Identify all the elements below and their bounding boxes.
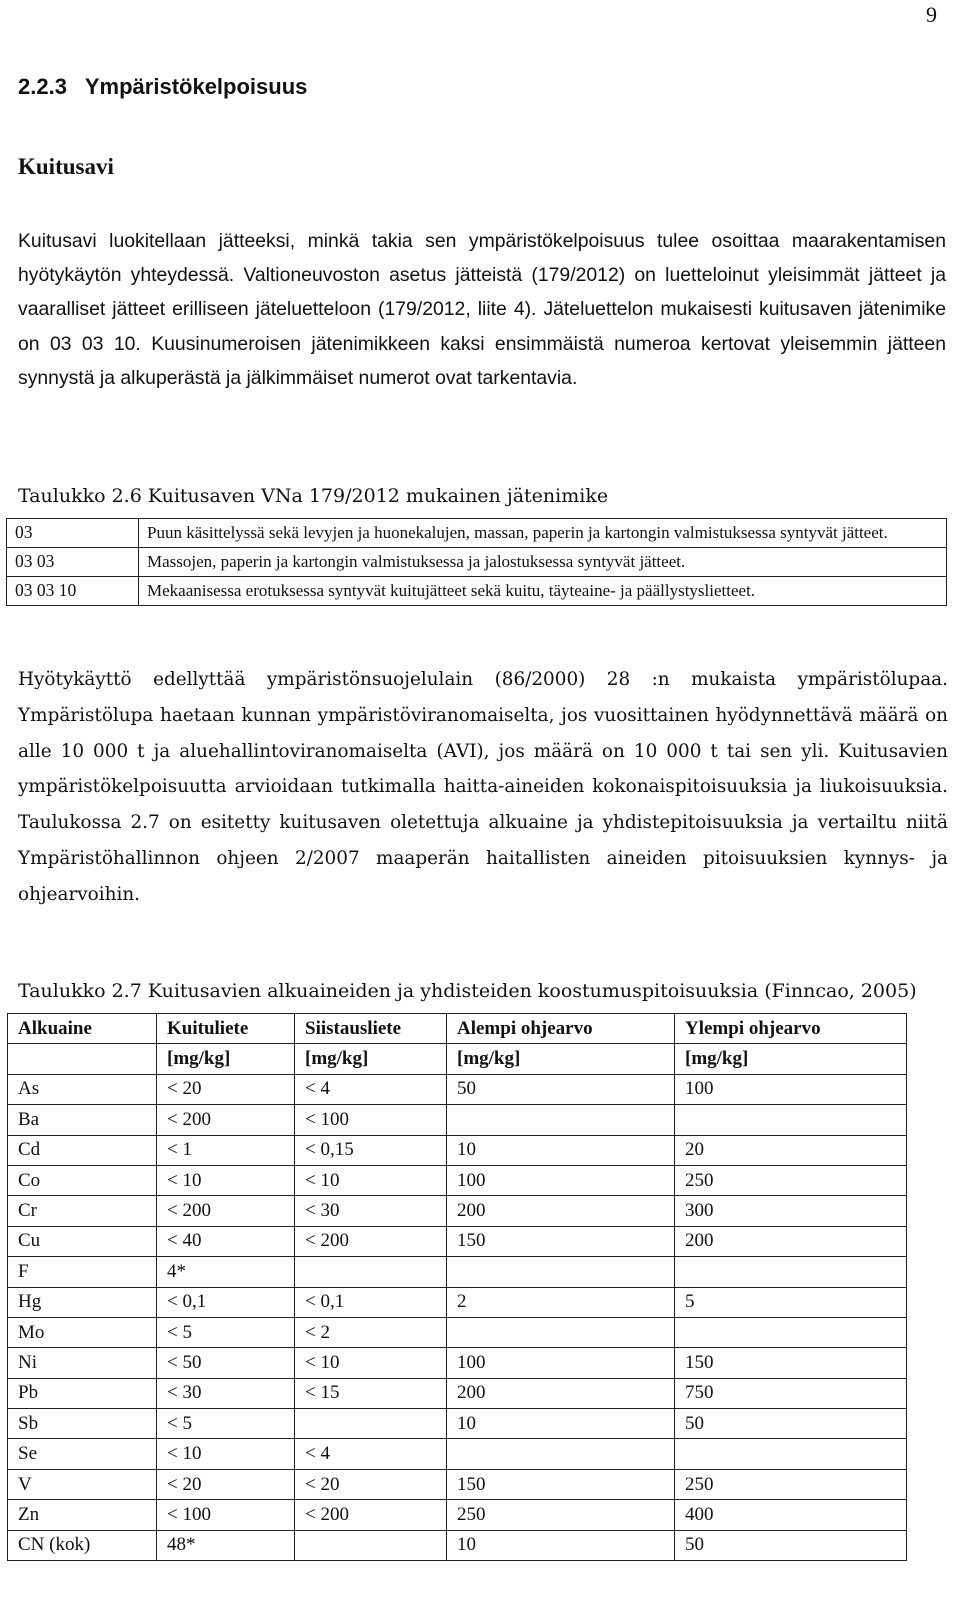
value-cell: 100	[447, 1348, 675, 1378]
unit-header: [mg/kg]	[295, 1044, 447, 1074]
element-name-cell: Ba	[8, 1105, 157, 1135]
value-cell: 250	[675, 1469, 907, 1499]
table-units-row	[8, 1044, 907, 1074]
value-cell: 150	[447, 1226, 675, 1256]
element-name-cell: Cr	[8, 1196, 157, 1226]
page-number: 9	[926, 2, 937, 27]
value-cell: 5	[675, 1287, 907, 1317]
value-cell: 50	[675, 1530, 907, 1560]
value-cell: 250	[447, 1500, 675, 1530]
waste-code-cell: 03 03	[7, 548, 139, 577]
value-cell: < 10	[295, 1348, 447, 1378]
table-row	[7, 519, 947, 548]
value-cell: < 100	[157, 1500, 295, 1530]
value-cell: < 20	[157, 1469, 295, 1499]
value-cell: 300	[675, 1196, 907, 1226]
table-row	[8, 1348, 907, 1378]
value-cell: 20	[675, 1135, 907, 1165]
value-cell: < 1	[157, 1135, 295, 1165]
section-heading: 2.2.3 Ympäristökelpoisuus	[18, 74, 308, 99]
table-row	[8, 1439, 907, 1469]
value-cell: < 0,1	[295, 1287, 447, 1317]
element-name-cell: Ni	[8, 1348, 157, 1378]
value-cell: < 40	[157, 1226, 295, 1256]
value-cell: < 5	[157, 1409, 295, 1439]
value-cell	[447, 1439, 675, 1469]
value-cell	[295, 1409, 447, 1439]
table-row	[8, 1074, 907, 1104]
column-header: Alempi ohjearvo	[447, 1014, 675, 1044]
value-cell: < 20	[157, 1074, 295, 1104]
element-name-cell: Se	[8, 1439, 157, 1469]
value-cell: < 4	[295, 1439, 447, 1469]
table-row	[8, 1257, 907, 1287]
value-cell: 150	[675, 1348, 907, 1378]
column-header: Alkuaine	[8, 1014, 157, 1044]
waste-description-cell: Mekaanisessa erotuksessa syntyvät kuitujätteet sekä kuitu, täyteaine- ja päällystyslietteet.	[139, 577, 947, 606]
value-cell: 100	[675, 1074, 907, 1104]
table-row	[8, 1469, 907, 1499]
value-cell: 2	[447, 1287, 675, 1317]
value-cell	[675, 1439, 907, 1469]
value-cell	[675, 1257, 907, 1287]
table-row	[8, 1530, 907, 1560]
value-cell	[447, 1257, 675, 1287]
table-row	[8, 1165, 907, 1195]
value-cell: < 200	[295, 1500, 447, 1530]
table-header-row	[8, 1014, 907, 1044]
element-name-cell: Cd	[8, 1135, 157, 1165]
column-header: Ylempi ohjearvo	[675, 1014, 907, 1044]
value-cell: < 4	[295, 1074, 447, 1104]
element-name-cell: F	[8, 1257, 157, 1287]
value-cell: < 100	[295, 1105, 447, 1135]
waste-code-cell: 03 03 10	[7, 577, 139, 606]
element-name-cell: Zn	[8, 1500, 157, 1530]
value-cell: < 30	[295, 1196, 447, 1226]
paragraph-2: Hyötykäyttö edellyttää ympäristönsuojelulain (86/2000) 28 :n mukaista ympäristölupaa. Ympäristölupa haetaan kunnan ympäristöviranomaiselta, jos vuosittainen hyödynnettävä määrä on alle 10 000 t ja aluehallintoviranomaiselta (AVI), jos määrä on 10 000 t tai sen yli. Kuitusavien ympäristökelpoisuutta arvioidaan tutkimalla haitta-aineiden kokonaispitoisuuksia ja liukoisuuksia. Taulukossa 2.7 on esitetty kuitusaven oletettuja alkuaine ja yhdistepitoisuuksia ja vertailtu niitä Ympäristöhallinnon ohjeen 2/2007 maaperän haitallisten aineiden pitoisuuksien kynnys- ja ohjearvoihin.	[18, 669, 948, 905]
value-cell	[295, 1530, 447, 1560]
waste-description-cell: Puun käsittelyssä sekä levyjen ja huonekalujen, massan, paperin ja kartongin valmistuksessa syntyvät jätteet.	[139, 519, 947, 548]
value-cell: 10	[447, 1135, 675, 1165]
element-name-cell: V	[8, 1469, 157, 1499]
value-cell: < 50	[157, 1348, 295, 1378]
value-cell: 50	[675, 1409, 907, 1439]
value-cell: < 10	[157, 1439, 295, 1469]
table-row	[8, 1287, 907, 1317]
element-name-cell: Sb	[8, 1409, 157, 1439]
value-cell: 400	[675, 1500, 907, 1530]
paragraph-1: Kuitusavi luokitellaan jätteeksi, minkä takia sen ympäristökelpoisuus tulee osoittaa maarakentamisen hyötykäytön yhteydessä. Valtioneuvoston asetus jätteistä (179/2012) on luetteloinut yleisimmät jätteet ja vaaralliset jätteet erilliseen jäteluetteloon (179/2012, liite 4). Jäteluettelon mukaisesti kuitusaven jätenimike on 03 03 10. Kuusinumeroisen jätenimikkeen kaksi ensimmäistä numeroa kertovat yleisemmin jätteen synnystä ja alkuperästä ja jälkimmäiset numerot ovat tarkentavia.	[18, 230, 946, 389]
value-cell: < 20	[295, 1469, 447, 1499]
table-row	[8, 1196, 907, 1226]
waste-code-cell: 03	[7, 519, 139, 548]
value-cell: < 200	[157, 1196, 295, 1226]
table-row	[8, 1409, 907, 1439]
table-row	[7, 548, 947, 577]
value-cell: 100	[447, 1165, 675, 1195]
value-cell: < 2	[295, 1317, 447, 1347]
table-row	[8, 1500, 907, 1530]
value-cell: < 5	[157, 1317, 295, 1347]
element-name-cell: Hg	[8, 1287, 157, 1317]
table-2-7-caption: Taulukko 2.7 Kuitusavien alkuaineiden ja yhdisteiden koostumuspitoisuuksia (Finncao, 2005)	[18, 980, 917, 1002]
table-2-6-caption: Taulukko 2.6 Kuitusaven VNa 179/2012 mukainen jätenimike	[18, 485, 609, 507]
value-cell	[295, 1257, 447, 1287]
table-row	[8, 1135, 907, 1165]
value-cell: 750	[675, 1378, 907, 1408]
value-cell: < 30	[157, 1378, 295, 1408]
unit-header: [mg/kg]	[157, 1044, 295, 1074]
unit-header: [mg/kg]	[675, 1044, 907, 1074]
value-cell: 200	[447, 1196, 675, 1226]
value-cell: < 10	[157, 1165, 295, 1195]
value-cell	[675, 1105, 907, 1135]
element-name-cell: Cu	[8, 1226, 157, 1256]
value-cell: 250	[675, 1165, 907, 1195]
unit-header: [mg/kg]	[447, 1044, 675, 1074]
value-cell	[447, 1317, 675, 1347]
element-name-cell: Co	[8, 1165, 157, 1195]
table-row	[7, 577, 947, 606]
value-cell: 4*	[157, 1257, 295, 1287]
value-cell: < 0,15	[295, 1135, 447, 1165]
subheading: Kuitusavi	[18, 154, 114, 179]
value-cell: < 200	[157, 1105, 295, 1135]
column-header: Siistausliete	[295, 1014, 447, 1044]
value-cell: 200	[675, 1226, 907, 1256]
element-name-cell: Pb	[8, 1378, 157, 1408]
unit-header	[8, 1044, 157, 1074]
value-cell: < 10	[295, 1165, 447, 1195]
table-row	[8, 1226, 907, 1256]
element-name-cell: CN (kok)	[8, 1530, 157, 1560]
column-header: Kuituliete	[157, 1014, 295, 1044]
table-row	[8, 1317, 907, 1347]
table-2-7	[7, 1013, 907, 1561]
value-cell: 50	[447, 1074, 675, 1104]
value-cell	[447, 1105, 675, 1135]
value-cell	[675, 1317, 907, 1347]
table-2-6	[6, 518, 947, 606]
value-cell: < 15	[295, 1378, 447, 1408]
table-row	[8, 1378, 907, 1408]
value-cell: 48*	[157, 1530, 295, 1560]
value-cell: 10	[447, 1409, 675, 1439]
table-row	[8, 1105, 907, 1135]
element-name-cell: As	[8, 1074, 157, 1104]
value-cell: 150	[447, 1469, 675, 1499]
value-cell: < 200	[295, 1226, 447, 1256]
waste-description-cell: Massojen, paperin ja kartongin valmistuksessa ja jalostuksessa syntyvät jätteet.	[139, 548, 947, 577]
value-cell: 10	[447, 1530, 675, 1560]
element-name-cell: Mo	[8, 1317, 157, 1347]
value-cell: < 0,1	[157, 1287, 295, 1317]
value-cell: 200	[447, 1378, 675, 1408]
